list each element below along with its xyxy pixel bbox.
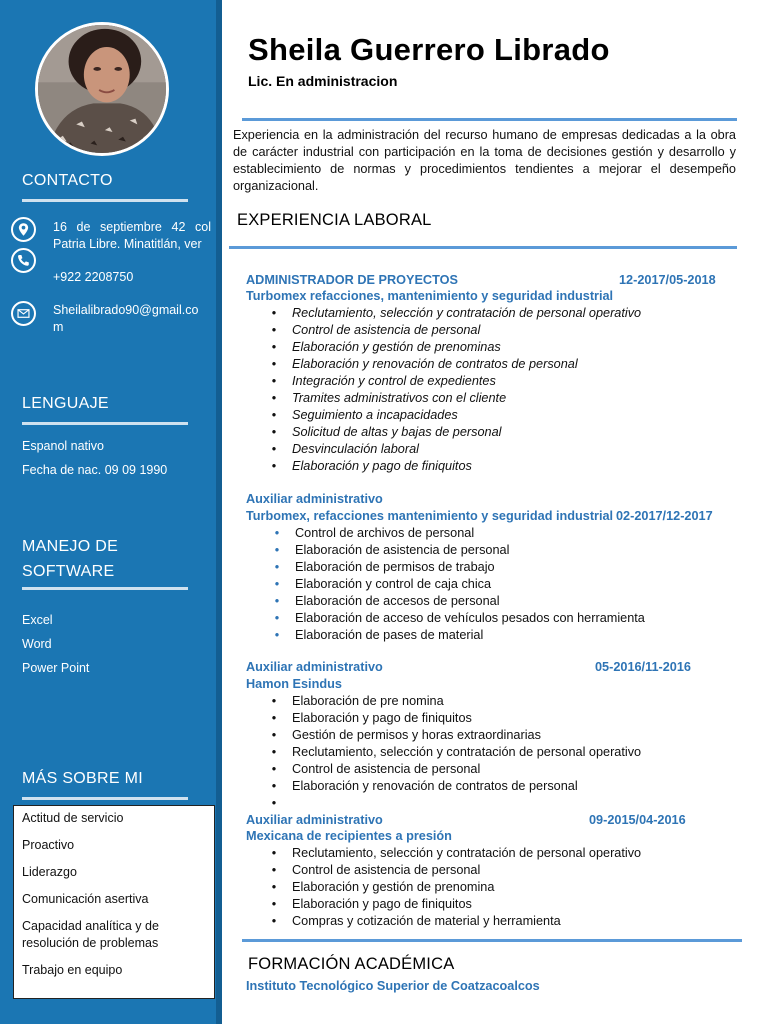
language-item: Espanol nativo bbox=[22, 439, 105, 453]
envelope-icon bbox=[11, 301, 36, 326]
job-dates: 02-2017/12-2017 bbox=[616, 509, 713, 523]
candidate-name: Sheila Guerrero Librado bbox=[248, 32, 610, 67]
job-task-text: Elaboración y renovación de contratos de personal bbox=[292, 357, 578, 371]
job-dates: 12-2017/05-2018 bbox=[619, 273, 716, 287]
job-task: • Elaboración de asistencia de personal bbox=[274, 543, 510, 557]
job-task-text: Reclutamiento, selección y contratación de personal operativo bbox=[292, 745, 642, 759]
about-list bbox=[13, 805, 215, 999]
software-item-excel: Excel bbox=[22, 613, 53, 627]
job-task-text: Elaboración de asistencia de personal bbox=[295, 543, 510, 557]
location-pin-icon bbox=[11, 217, 36, 242]
contact-address: 16 de septiembre 42 col Patria Libre. Minatitlán, ver bbox=[53, 220, 211, 251]
language-divider bbox=[22, 422, 188, 425]
job-task: • Elaboración y pago de finiquitos bbox=[271, 459, 472, 473]
job-task: • Elaboración de pre nomina bbox=[271, 694, 444, 708]
job-dates: 05-2016/11-2016 bbox=[595, 660, 691, 674]
job-company: Hamon Esindus bbox=[246, 677, 342, 691]
software-item-powerpoint: Power Point bbox=[22, 661, 90, 675]
experience-divider bbox=[229, 246, 737, 249]
job-task: • Tramites administrativos con el cliente bbox=[271, 391, 507, 405]
phone-icon bbox=[11, 248, 36, 273]
job-task-text: Elaboración y gestión de prenomina bbox=[292, 880, 495, 894]
job-task-text: Compras y cotización de material y herramienta bbox=[292, 914, 561, 928]
job-task-text: Solicitud de altas y bajas de personal bbox=[292, 425, 502, 439]
job-task-text: Control de asistencia de personal bbox=[292, 863, 481, 877]
job-task: • Desvinculación laboral bbox=[271, 442, 419, 456]
about-item: Capacidad analítica y de resolución de problemas bbox=[22, 919, 159, 950]
job-company: Turbomex refacciones, mantenimiento y seguridad industrial bbox=[246, 289, 614, 303]
birth-date: Fecha de nac. 09 09 1990 bbox=[22, 463, 168, 477]
job-task-text: Elaboración y pago de finiquitos bbox=[292, 897, 472, 911]
job-title: Auxiliar administrativo bbox=[246, 813, 383, 827]
job-task: • Elaboración de permisos de trabajo bbox=[274, 560, 495, 574]
contact-phone: +922 2208750 bbox=[53, 270, 134, 284]
job-title: Auxiliar administrativo bbox=[246, 660, 383, 674]
job-task-text: Elaboración y renovación de contratos de personal bbox=[292, 779, 578, 793]
software-divider bbox=[22, 587, 188, 590]
job-task: • Elaboración y renovación de contratos de personal bbox=[271, 779, 578, 793]
job-task: • Control de asistencia de personal bbox=[271, 762, 481, 776]
about-heading: MÁS SOBRE MI bbox=[22, 770, 143, 787]
job-task-text: Elaboración de pases de material bbox=[295, 628, 484, 642]
job-task-text: Elaboración y gestión de prenominas bbox=[292, 340, 501, 354]
education-divider bbox=[242, 939, 742, 942]
job-task-text: Control de asistencia de personal bbox=[292, 762, 481, 776]
job-task-text: Reclutamiento, selección y contratación de personal operativo bbox=[292, 846, 642, 860]
job-task-list: • Elaboración de pre nomina • Elaboración y pago de finiquitos • Gestión de permisos y horas extraordinarias • Reclutamiento, selección y contratación de personal operativo • Control de asistencia de personal • Elaboración y renovación de contratos de personal • bbox=[271, 694, 642, 810]
job-task: • Control de asistencia de personal bbox=[271, 863, 481, 877]
job-task-list bbox=[271, 305, 642, 475]
header-divider bbox=[242, 118, 737, 121]
job-task-text: Elaboración de acceso de vehículos pesados con herramienta bbox=[295, 611, 645, 625]
job-task-text: Control de asistencia de personal bbox=[292, 323, 481, 337]
job-task-text: Elaboración de pre nomina bbox=[292, 694, 444, 708]
job-task-text: Elaboración y pago de finiquitos bbox=[292, 711, 472, 725]
job-task: • Elaboración de pases de material bbox=[274, 628, 484, 642]
job-task: • Control de archivos de personal bbox=[274, 526, 475, 540]
education-school: Instituto Tecnológico Superior de Coatzacoalcos bbox=[246, 979, 540, 993]
job-task: • Elaboración y pago de finiquitos bbox=[271, 711, 472, 725]
job-task: • Elaboración de accesos de personal bbox=[274, 594, 500, 608]
job-task-text: Reclutamiento, selección y contratación de personal operativo bbox=[292, 306, 642, 320]
about-item: Comunicación asertiva bbox=[22, 892, 149, 906]
about-item: Actitud de servicio bbox=[22, 811, 124, 825]
job-task: • Elaboración y renovación de contratos de personal bbox=[271, 357, 578, 371]
job-task: • Reclutamiento, selección y contratación de personal operativo bbox=[271, 846, 642, 860]
job-task: • Elaboración y gestión de prenomina bbox=[271, 880, 495, 894]
job-task-text: Seguimiento a incapacidades bbox=[292, 408, 458, 422]
job-task: • Integración y control de expedientes bbox=[271, 374, 496, 388]
job-dates: 09-2015/04-2016 bbox=[589, 813, 686, 827]
job-task-text: Elaboración de accesos de personal bbox=[295, 594, 500, 608]
job-task-text: Elaboración de permisos de trabajo bbox=[295, 560, 495, 574]
job-task-text: Tramites administrativos con el cliente bbox=[292, 391, 507, 405]
job-task: • Reclutamiento, selección y contratación de personal operativo bbox=[271, 745, 642, 759]
education-heading: FORMACIÓN ACADÉMICA bbox=[248, 955, 455, 973]
job-title: ADMINISTRADOR DE PROYECTOS bbox=[246, 273, 458, 287]
language-heading: LENGUAJE bbox=[22, 395, 109, 412]
contact-heading: CONTACTO bbox=[22, 172, 113, 189]
job-task-text: Elaboración y control de caja chica bbox=[295, 577, 492, 591]
job-task-text: Control de archivos de personal bbox=[295, 526, 475, 540]
job-task-list bbox=[274, 525, 645, 644]
job-task-list bbox=[271, 845, 642, 930]
job-task: • Elaboración y gestión de prenominas bbox=[271, 340, 501, 354]
experience-heading: EXPERIENCIA LABORAL bbox=[237, 211, 432, 229]
about-divider bbox=[22, 797, 188, 800]
professional-summary: Experiencia en la administración del recurso humano de empresas dedicadas a la obra de carácter industrial con participación en la toma de decisiones gestión y desarrollo y establecimiento de normas y procedimientos tendientes a mejorar el desempeño organizacional. bbox=[233, 128, 736, 193]
about-item: Trabajo en equipo bbox=[22, 963, 123, 977]
job-title: Auxiliar administrativo bbox=[246, 492, 383, 506]
job-task-text: Integración y control de expedientes bbox=[292, 374, 496, 388]
job-task: • Control de asistencia de personal bbox=[271, 323, 481, 337]
job-task: • Solicitud de altas y bajas de personal bbox=[271, 425, 502, 439]
job-task: • Elaboración y pago de finiquitos bbox=[271, 897, 472, 911]
sidebar-edge bbox=[216, 0, 222, 1024]
job-task: • Elaboración y control de caja chica bbox=[274, 577, 492, 591]
job-company: Turbomex, refacciones mantenimiento y seguridad industrial bbox=[246, 509, 614, 523]
job-task-text: Desvinculación laboral bbox=[292, 442, 419, 456]
contact-email: Sheilalibrado90@gmail.co m bbox=[53, 303, 199, 334]
profile-photo-image bbox=[38, 25, 166, 153]
job-company: Mexicana de recipientes a presión bbox=[246, 829, 452, 843]
about-item: Proactivo bbox=[22, 838, 75, 852]
job-task-text: Elaboración y pago de finiquitos bbox=[292, 459, 472, 473]
profile-photo bbox=[35, 22, 169, 156]
job-task: • Gestión de permisos y horas extraordinarias bbox=[271, 728, 541, 742]
job-task: • Seguimiento a incapacidades bbox=[271, 408, 458, 422]
software-heading: MANEJO DE SOFTWARE bbox=[22, 538, 119, 580]
candidate-degree: Lic. En administracion bbox=[248, 73, 398, 89]
about-item: Liderazgo bbox=[22, 865, 77, 879]
job-task: • Compras y cotización de material y herramienta bbox=[271, 914, 561, 928]
job-task-text: Gestión de permisos y horas extraordinarias bbox=[292, 728, 541, 742]
software-item-word: Word bbox=[22, 637, 52, 651]
job-task: • Reclutamiento, selección y contratación de personal operativo bbox=[271, 306, 642, 320]
contact-divider bbox=[22, 199, 188, 202]
job-task: • Elaboración de acceso de vehículos pesados con herramienta bbox=[274, 611, 645, 625]
